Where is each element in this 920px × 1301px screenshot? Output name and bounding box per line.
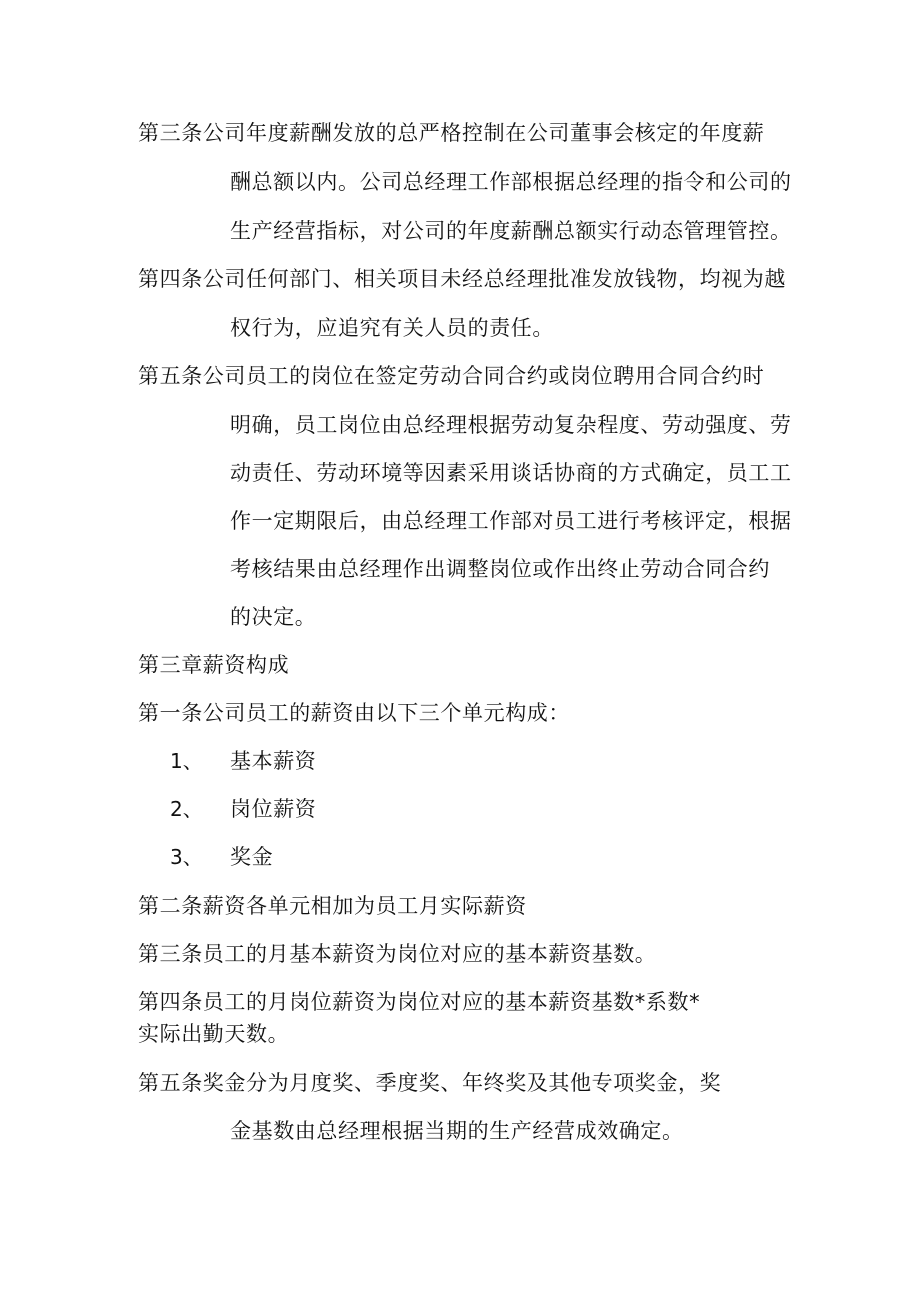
article-5-line-1: 第五条公司员工的岗位在签定劳动合同合约或岗位聘用合同合约时 (138, 364, 765, 388)
c3-article-3: 第三条员工的月基本薪资为岗位对应的基本薪资基数。 (138, 942, 657, 966)
article-3-line-3: 生产经营指标，对公司的年度薪酬总额实行动态管理管控。 (230, 219, 792, 243)
article-3-line-2: 酬总额以内。公司总经理工作部根据总经理的指令和公司的 (230, 170, 792, 194)
article-4-line-2: 权行为，应追究有关人员的责任。 (230, 316, 554, 340)
c3-article-4-line-2: 实际出勤天数。 (138, 1022, 290, 1046)
list-item-number: 2、 (170, 797, 203, 821)
article-4-line-1: 第四条公司任何部门、相关项目未经总经理批准发放钱物，均视为越 (138, 267, 786, 291)
article-5-line-4: 作一定期限后，由总经理工作部对员工进行考核评定，根据 (230, 509, 792, 533)
article-5-line-3: 动责任、劳动环境等因素采用谈话协商的方式确定，员工工 (230, 461, 792, 485)
chapter-3-title: 第三章薪资构成 (138, 653, 290, 677)
list-item-number: 3、 (170, 845, 203, 869)
c3-article-2: 第二条薪资各单元相加为员工月实际薪资 (138, 894, 527, 918)
article-5-line-2: 明确，员工岗位由总经理根据劳动复杂程度、劳动强度、劳 (230, 413, 792, 437)
article-5-line-6: 的决定。 (230, 605, 317, 629)
c3-article-4-line-1: 第四条员工的月岗位薪资为岗位对应的基本薪资基数*系数* (138, 990, 701, 1014)
list-item-label: 基本薪资 (230, 749, 317, 773)
c3-article-5-line-1: 第五条奖金分为月度奖、季度奖、年终奖及其他专项奖金，奖 (138, 1071, 722, 1095)
list-item-label: 奖金 (230, 845, 274, 869)
c3-article-5-line-2: 金基数由总经理根据当期的生产经营成效确定。 (230, 1119, 684, 1143)
list-item-number: 1、 (170, 749, 203, 773)
article-3-line-1: 第三条公司年度薪酬发放的总严格控制在公司董事会核定的年度薪 (138, 121, 765, 145)
article-5-line-5: 考核结果由总经理作出调整岗位或作出终止劳动合同合约 (230, 557, 770, 581)
list-item-label: 岗位薪资 (230, 797, 317, 821)
c3-article-1: 第一条公司员工的薪资由以下三个单元构成： (138, 701, 570, 725)
